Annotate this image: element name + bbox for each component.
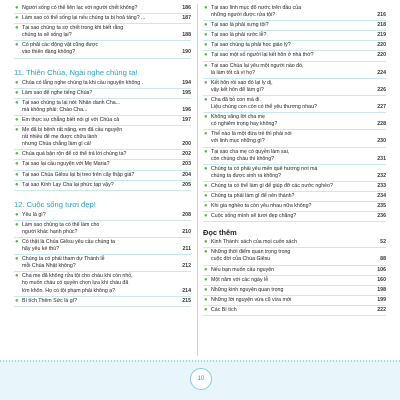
toc-entry[interactable] — [14, 4, 191, 14]
toc-entry-text: Chúa có lắng nghe chúng ta khi cầu nguyện không . — [22, 79, 144, 86]
toc-entry[interactable] — [203, 62, 386, 79]
bullet-icon: ● — [15, 211, 19, 218]
bullet-icon: ● — [15, 161, 19, 168]
toc-entry-text: Chúng ta có phải tham dự Thánh lễ mỗi Chúa Nhật không? — [22, 256, 105, 270]
toc-entry-text: Cha đã bỏ con mà đi. Liệu chúng con còn có thể yêu thương nhau? — [211, 96, 317, 111]
toc-entry[interactable] — [14, 238, 191, 255]
toc-entry[interactable] — [203, 238, 386, 248]
left-column — [14, 4, 191, 307]
bullet-icon: ● — [15, 127, 19, 134]
toc-entry-page: 232 — [377, 172, 386, 179]
toc-entry[interactable] — [14, 79, 191, 89]
toc-entry[interactable] — [14, 211, 191, 221]
toc-entry-page: 196 — [182, 106, 191, 113]
bullet-icon: ● — [204, 203, 208, 210]
toc-entry[interactable] — [14, 99, 191, 116]
toc-entry-text: Cuộc sống mình sẽ tươi đẹp chăng? — [211, 213, 297, 220]
bullet-icon: ● — [204, 32, 208, 39]
toc-entry-page: 198 — [377, 286, 386, 293]
bullet-icon: ● — [204, 296, 208, 303]
toc-entry-text: Cha mẹ đã không rửa tội cho cháu khi còn nhỏ, họ muốn cháu có quyền chọn lựa khi cháu đã lớn khôn. Họ có tội phạm phải không ạ? — [22, 273, 133, 294]
bullet-icon: ● — [15, 79, 19, 86]
entry-group — [14, 4, 191, 59]
toc-entry[interactable] — [14, 171, 191, 181]
column-divider — [197, 4, 198, 356]
section-gap — [14, 59, 191, 67]
toc-entry-text: Tại sao chúng ta sợ chết trong khi biết rằng chúng ta sẽ sống lại? — [22, 25, 124, 39]
toc-entry-page: 195 — [182, 89, 191, 96]
toc-entry-page: 197 — [182, 116, 191, 123]
toc-entry-text: Những lời nguyện vừa cũ vừa mới — [211, 296, 292, 303]
toc-entry-page: 216 — [377, 12, 386, 19]
toc-entry[interactable] — [203, 21, 386, 31]
toc-entry-page: 220 — [377, 42, 386, 49]
toc-entry[interactable] — [14, 150, 191, 160]
bullet-icon: ● — [15, 25, 19, 32]
toc-entry[interactable] — [203, 96, 386, 113]
toc-entry-text: Một năm với các ngày lễ — [211, 276, 269, 283]
toc-entry[interactable] — [14, 221, 191, 238]
toc-entry-page: 218 — [377, 22, 386, 29]
toc-entry[interactable] — [203, 202, 386, 212]
bullet-icon: ● — [15, 238, 19, 245]
toc-entry[interactable] — [203, 248, 386, 265]
bullet-icon: ● — [15, 273, 19, 280]
toc-entry[interactable] — [203, 113, 386, 130]
toc-entry-page: 231 — [377, 155, 386, 162]
bullet-icon: ● — [204, 182, 208, 189]
toc-entry-text: Chúng ta phải làm gì để nên thánh? — [211, 192, 295, 199]
toc-entry[interactable] — [203, 51, 386, 61]
toc-entry-text: Tại sao là phải rước lễ? — [211, 32, 267, 39]
toc-entry-page: 234 — [377, 192, 386, 199]
toc-entry-page: 210 — [182, 228, 191, 235]
toc-entry-page: 224 — [377, 69, 386, 76]
bullet-icon: ● — [15, 181, 19, 188]
toc-entry-text: Các Bí tích — [211, 306, 237, 313]
toc-entry-page: 88 — [380, 256, 386, 263]
toc-entry[interactable] — [14, 126, 191, 150]
toc-entry-page: 106 — [377, 266, 386, 273]
toc-entry-text: Những kinh nguyện quan trọng — [211, 286, 284, 293]
toc-entry-page: 199 — [377, 296, 386, 303]
toc-entry-page: 205 — [182, 181, 191, 188]
toc-entry[interactable] — [203, 286, 386, 296]
bullet-icon: ● — [204, 213, 208, 220]
toc-entry-text: Yêu là gì? — [22, 211, 46, 218]
toc-entry[interactable] — [203, 165, 386, 182]
bullet-icon: ● — [204, 79, 208, 86]
toc-entry-text: Tại sao Kinh Lạy Cha lại phức tạp vậy? — [22, 181, 114, 188]
toc-entry[interactable] — [203, 31, 386, 41]
toc-entry-page: 187 — [182, 15, 191, 22]
toc-entry-text: Tại sao là phải xưng tội? — [211, 22, 269, 29]
bullet-icon: ● — [15, 42, 19, 49]
bullet-icon: ● — [204, 276, 208, 283]
toc-entry[interactable] — [14, 297, 191, 307]
bullet-icon: ● — [204, 52, 208, 59]
toc-entry-text: Những thời điểm quan trọng trong cuộc đời của Chúa Giêsu — [211, 249, 291, 263]
toc-entry[interactable] — [203, 212, 386, 222]
toc-entry-page: 188 — [182, 32, 191, 39]
toc-entry[interactable] — [203, 306, 386, 316]
toc-entry[interactable] — [203, 148, 386, 165]
toc-entry-text: Em thực sự chẳng biết nói gì với Chúa cả — [22, 116, 120, 123]
toc-entry-text: Mẹ đã bị bệnh rất nặng, em đã cầu nguyện rất nhiều để mẹ được chữa lành nhưng Chúa chẳng làm gì cả! — [22, 127, 123, 148]
toc-entry-text: Làm sao chúng ta có thể làm cho người khác hạnh phúc? — [22, 221, 100, 235]
toc-entry-text: Nếu bạn muốn cầu nguyện — [211, 266, 275, 273]
page-number-badge: 10 — [190, 368, 212, 390]
bullet-icon: ● — [204, 249, 208, 256]
toc-entry-text: Tại sao Chúa Giêsu lại bị treo trên cây thập giá? — [22, 171, 135, 178]
toc-entry-page: 190 — [182, 49, 191, 56]
toc-entry-page: 226 — [377, 86, 386, 93]
toc-entry-text: Kinh Thánh: sách của mọi cuốn sách — [211, 239, 297, 246]
toc-entry[interactable] — [203, 296, 386, 306]
toc-entry-page: 214 — [182, 287, 191, 294]
toc-entry-text: Tại sao một số người lại kết hôn ở nhà thờ? — [211, 52, 314, 59]
toc-entry[interactable] — [203, 4, 386, 21]
bullet-icon: ● — [204, 286, 208, 293]
toc-entry-page: 211 — [182, 246, 191, 253]
toc-entry-text: Chúng ta có thể làm gì để giúp đỡ các nước nghèo? — [211, 182, 333, 189]
bullet-icon: ● — [204, 22, 208, 29]
bullet-icon: ● — [204, 114, 208, 121]
toc-entry[interactable] — [203, 79, 386, 96]
toc-entry[interactable] — [14, 24, 191, 41]
toc-entry-page: 235 — [377, 203, 386, 210]
toc-entry-page: 219 — [377, 32, 386, 39]
toc-entry-text: Có thật là Chúa Giêsu yêu cầu chúng ta hãy yêu kẻ thù? — [22, 238, 116, 253]
bullet-icon: ● — [15, 151, 19, 158]
section-title-12: 12. Cuộc sống tươi đẹp! — [14, 199, 96, 209]
toc-entry-text: Làm sao có thể sống lại nếu chúng ta bị hoả táng? ... — [22, 15, 146, 22]
bullet-icon: ● — [15, 15, 19, 22]
toc-entry-text: Tại sao lại cầu nguyện với Mẹ Maria? — [22, 161, 110, 168]
toc-entry-page: 236 — [377, 213, 386, 220]
bullet-icon: ● — [204, 62, 208, 69]
right-column — [203, 4, 386, 316]
toc-entry-page: 200 — [182, 141, 191, 148]
toc-entry-text: Có phải các động vật cũng được vào thiên đàng không? — [22, 42, 99, 56]
toc-entry-text: Khi gia nghèo ta còn yêu nhau nữa không? — [211, 203, 312, 210]
toc-entry[interactable] — [14, 14, 191, 24]
toc-entry[interactable] — [203, 266, 386, 276]
toc-entry-text: Thế nào là một đứa trẻ thì phải nói với linh mục những gì? — [211, 131, 292, 145]
toc-entry-text: Tại sao chúng ta phải học giáo lý? — [211, 42, 291, 49]
toc-entry[interactable] — [14, 116, 191, 126]
toc-entry-page: 194 — [182, 79, 191, 86]
toc-entry-page: 222 — [377, 306, 386, 313]
toc-entry-page: 203 — [182, 161, 191, 168]
entry-group — [14, 211, 191, 307]
toc-entry-page: 204 — [182, 171, 191, 178]
toc-entry-page: 220 — [377, 52, 386, 59]
toc-entry-text: Kết hôn rồi sao đó lại ly dị, vậy kết hôn để làm gì? — [211, 79, 273, 93]
entry-group — [14, 79, 191, 191]
toc-entry-page: 160 — [377, 276, 386, 283]
bullet-icon: ● — [204, 96, 208, 103]
toc-entry-page: 228 — [377, 121, 386, 128]
bullet-icon: ● — [15, 297, 19, 304]
footer-dotted-border — [0, 360, 400, 362]
toc-entry-text: Tại sao chúng ta lại nói: Nhân danh Cha... mà không phải: Chào Cha... — [22, 99, 121, 113]
toc-entry[interactable] — [14, 181, 191, 191]
toc-entry[interactable] — [203, 182, 386, 192]
bullet-icon: ● — [204, 42, 208, 49]
bullet-icon: ● — [204, 165, 208, 172]
bullet-icon: ● — [15, 221, 19, 228]
toc-entry-text: Tại sao linh mục đổ nước trên đầu của những người được rửa tội? — [211, 5, 302, 19]
bullet-icon: ● — [204, 306, 208, 313]
toc-entry[interactable] — [203, 41, 386, 51]
toc-entry-text: Bí tích Thêm Sức là gì? — [22, 297, 78, 304]
bullet-icon: ● — [204, 266, 208, 273]
toc-entry-page: 230 — [377, 138, 386, 145]
toc-entry[interactable] — [203, 130, 386, 147]
toc-entry[interactable] — [14, 160, 191, 170]
toc-entry-page: 212 — [182, 263, 191, 270]
bullet-icon: ● — [15, 256, 19, 263]
entry-group — [203, 238, 386, 316]
toc-entry[interactable] — [14, 41, 191, 58]
toc-entry-page: 233 — [377, 182, 386, 189]
entry-group — [203, 4, 386, 222]
toc-entry-page: 52 — [380, 239, 386, 246]
toc-entry-text: Tại sao Chúa lại yêu một người nào đó, là làm tốt cả vì họ? — [211, 62, 304, 76]
bullet-icon: ● — [15, 99, 19, 106]
toc-entry-page: 202 — [182, 151, 191, 158]
bullet-icon: ● — [15, 89, 19, 96]
bullet-icon: ● — [204, 148, 208, 155]
toc-entry-text: Chúa quá bận rộn để có thể trả lời chúng ta? — [22, 151, 127, 158]
toc-entry-page: 186 — [182, 5, 191, 11]
toc-entry-text: Tại sao cha mẹ có quyền làm sai, còn chúng cháu thì không? — [211, 148, 290, 162]
bullet-icon: ● — [15, 171, 19, 178]
toc-entry[interactable] — [203, 276, 386, 286]
bullet-icon: ● — [15, 116, 19, 123]
section-gap — [14, 191, 191, 199]
toc-entry[interactable] — [14, 255, 191, 272]
bullet-icon: ● — [204, 5, 208, 11]
toc-entry-text: Người sống có thể liên lạc với người chết không? — [22, 5, 138, 11]
bullet-icon: ● — [15, 5, 19, 11]
bullet-icon: ● — [204, 239, 208, 246]
bullet-icon: ● — [204, 131, 208, 138]
section-title-11: 11. Thiên Chúa, Ngài nghe chúng ta! — [14, 67, 138, 77]
toc-entry-page: 208 — [182, 211, 191, 218]
toc-entry[interactable] — [203, 192, 386, 202]
toc-entry-text: Không vâng lời cha mẹ có nghiêm trọng hay không? — [211, 114, 278, 128]
toc-entry-page: 227 — [377, 104, 386, 111]
bullet-icon: ● — [204, 192, 208, 199]
toc-entry-page: 215 — [182, 297, 191, 304]
further-reading-title: Đọc thêm — [203, 228, 237, 238]
toc-entry[interactable] — [14, 272, 191, 296]
toc-entry-text: Chúng ta có phải yêu mến quê hương nơi mà chúng ta được sinh ra không? — [211, 165, 318, 179]
toc-entry[interactable] — [14, 89, 191, 99]
toc-entry-text: Làm sao để nghe tiếng Chúa? — [22, 89, 93, 96]
